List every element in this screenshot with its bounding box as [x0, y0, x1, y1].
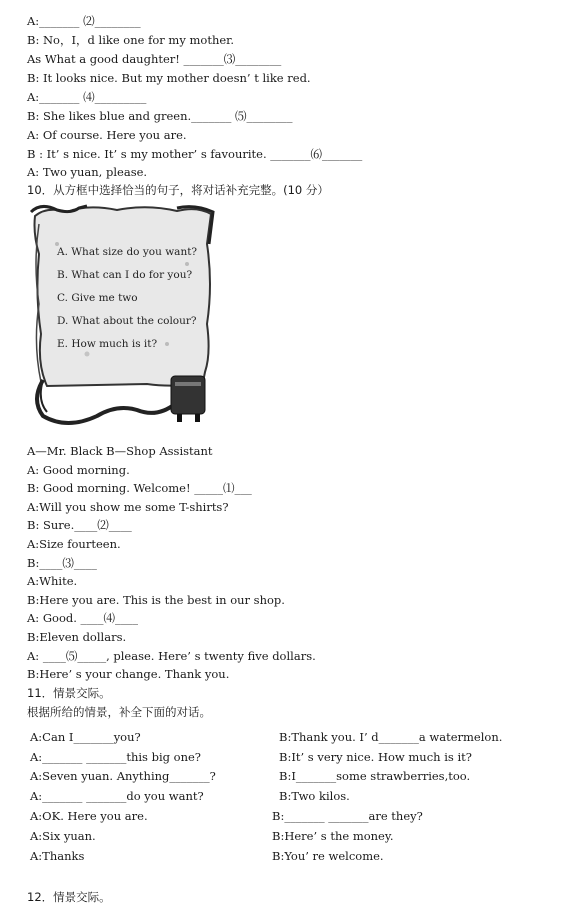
dialogue-line: B:I_______some strawberries,too. [279, 769, 471, 783]
dialogue-line: B: Good morning. Welcome! _____⑴___ [27, 481, 252, 495]
option-e: E. How much is it? [57, 338, 158, 350]
dialogue-line: A:_______ ⑷_________ [27, 90, 147, 104]
dialogue-line: A: ____⑸_____, please. Here’ s twenty five dollars. [27, 649, 316, 663]
dialogue-line: A: Of course. Here you are. [27, 128, 187, 142]
dialogue-line: A:OK. Here you are. [30, 809, 148, 823]
dialogue-line: A: Good. ____⑷____ [27, 611, 139, 625]
dialogue-line: A:Thanks [30, 849, 85, 863]
dialogue-line: B : It’ s nice. It’ s my mother’ s favourite. _______⑹_______ [27, 147, 363, 161]
option-d: D. What about the colour? [57, 315, 197, 327]
dialogue-line: B:_______ _______are they? [272, 809, 423, 823]
dialogue-line: A:Six yuan. [30, 829, 96, 843]
q11-instruction: 根据所给的情景，补全下面的对话。 [27, 705, 211, 719]
dialogue-line: A:_______ _______do you want? [30, 789, 204, 803]
dialogue-line: A:Will you show me some T-shirts? [27, 500, 229, 514]
dialogue-line: B:Thank you. I’ d_______a watermelon. [279, 730, 503, 744]
dialogue-line: B: She likes blue and green._______ ⑸________ [27, 109, 293, 123]
dialogue-line: B:Eleven dollars. [27, 630, 127, 644]
dialogue-line: B:It’ s very nice. How much is it? [279, 750, 472, 764]
dialogue-line: A: Two yuan, please. [27, 165, 148, 179]
dialogue-line: A:Seven yuan. Anything_______? [30, 769, 216, 783]
option-a: A. What size do you want? [57, 246, 198, 258]
options-box [27, 204, 217, 430]
q11-heading: 11．情景交际。 [27, 686, 111, 700]
dialogue-line: B:Here’ s your change. Thank you. [27, 667, 230, 681]
dialogue-line: B:Here you are. This is the best in our shop. [27, 593, 285, 607]
dialogue-line: As What a good daughter! _______⑶________ [27, 52, 282, 66]
dialogue-line: B:____⑶____ [27, 556, 97, 570]
option-b: B. What can I do for you? [57, 269, 193, 281]
q10-heading: 10．从方框中选择恰当的句子，将对话补充完整。(10 分） [27, 183, 329, 197]
dialogue-line: A—Mr. Black B—Shop Assistant [27, 444, 213, 458]
dialogue-line: B: It looks nice. But my mother doesn’ t like red. [27, 71, 311, 85]
dialogue-line: A: Good morning. [27, 463, 130, 477]
dialogue-line: B:You’ re welcome. [272, 849, 384, 863]
dialogue-line: B:Here’ s the money. [272, 829, 394, 843]
dialogue-line: A:Size fourteen. [27, 537, 121, 551]
dialogue-line: A:_______ _______this big one? [30, 750, 201, 764]
dialogue-line: A:Can I_______you? [30, 730, 141, 744]
dialogue-line: A:White. [27, 574, 78, 588]
dialogue-line: B: No，I，d like one for my mother. [27, 33, 235, 47]
dialogue-line: B:Two kilos. [279, 789, 350, 803]
dialogue-line: B: Sure.____⑵____ [27, 518, 132, 532]
dialogue-line: A:_______ ⑵________ [27, 14, 141, 28]
option-c: C. Give me two [57, 292, 138, 304]
q12-heading: 12．情景交际。 [27, 890, 111, 904]
